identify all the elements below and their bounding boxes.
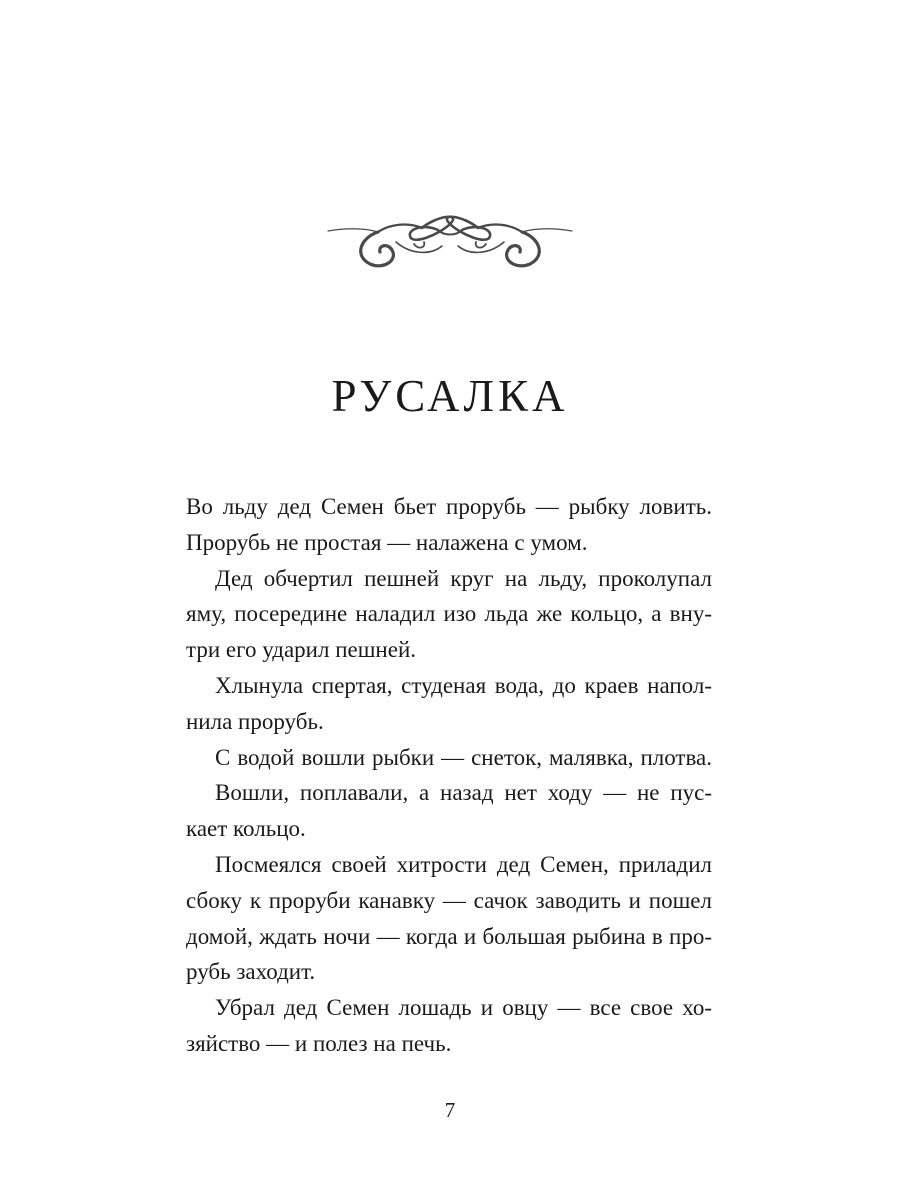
text-line: Прорубь не простая — налажена с умом. [186,529,588,555]
text-line: Хлынула спертая, студеная вода, до краев напол- [215,672,712,698]
text-line: Вошли, поплавали, а назад нет ходу — не пус- [215,780,712,806]
text-line: Во льду дед Семен бьет прорубь — рыбку ловить. [186,494,712,519]
decorative-flourish-icon [326,206,574,272]
story-text [186,489,712,1062]
text-line: зяйство — и полез на печь. [186,1030,452,1056]
text-line: три его ударил пешней. [186,637,417,663]
chapter-title: РУСАЛКА [331,371,569,421]
text-line: нила прорубь. [186,708,324,734]
text-line: яму, посередине наладил изо льда же кольцо, а вну- [186,601,712,627]
text-line: сбоку к проруби канавку — сачок заводить и пошел [186,887,712,913]
page-number: 7 [444,1098,456,1122]
text-line: кает кольцо. [186,816,306,842]
text-line: домой, ждать ночи — когда и большая рыбина в про- [186,923,712,949]
text-line: Убрал дед Семен лошадь и овцу — все свое хо- [215,995,712,1021]
text-line: С водой вошли рыбки — снеток, малявка, плотва. [215,744,712,770]
text-line: Дед обчертил пешней круг на льду, проколупал [215,565,712,591]
text-line: рубь заходит. [186,959,316,985]
text-line: Посмеялся своей хитрости дед Семен, приладил [215,851,712,877]
